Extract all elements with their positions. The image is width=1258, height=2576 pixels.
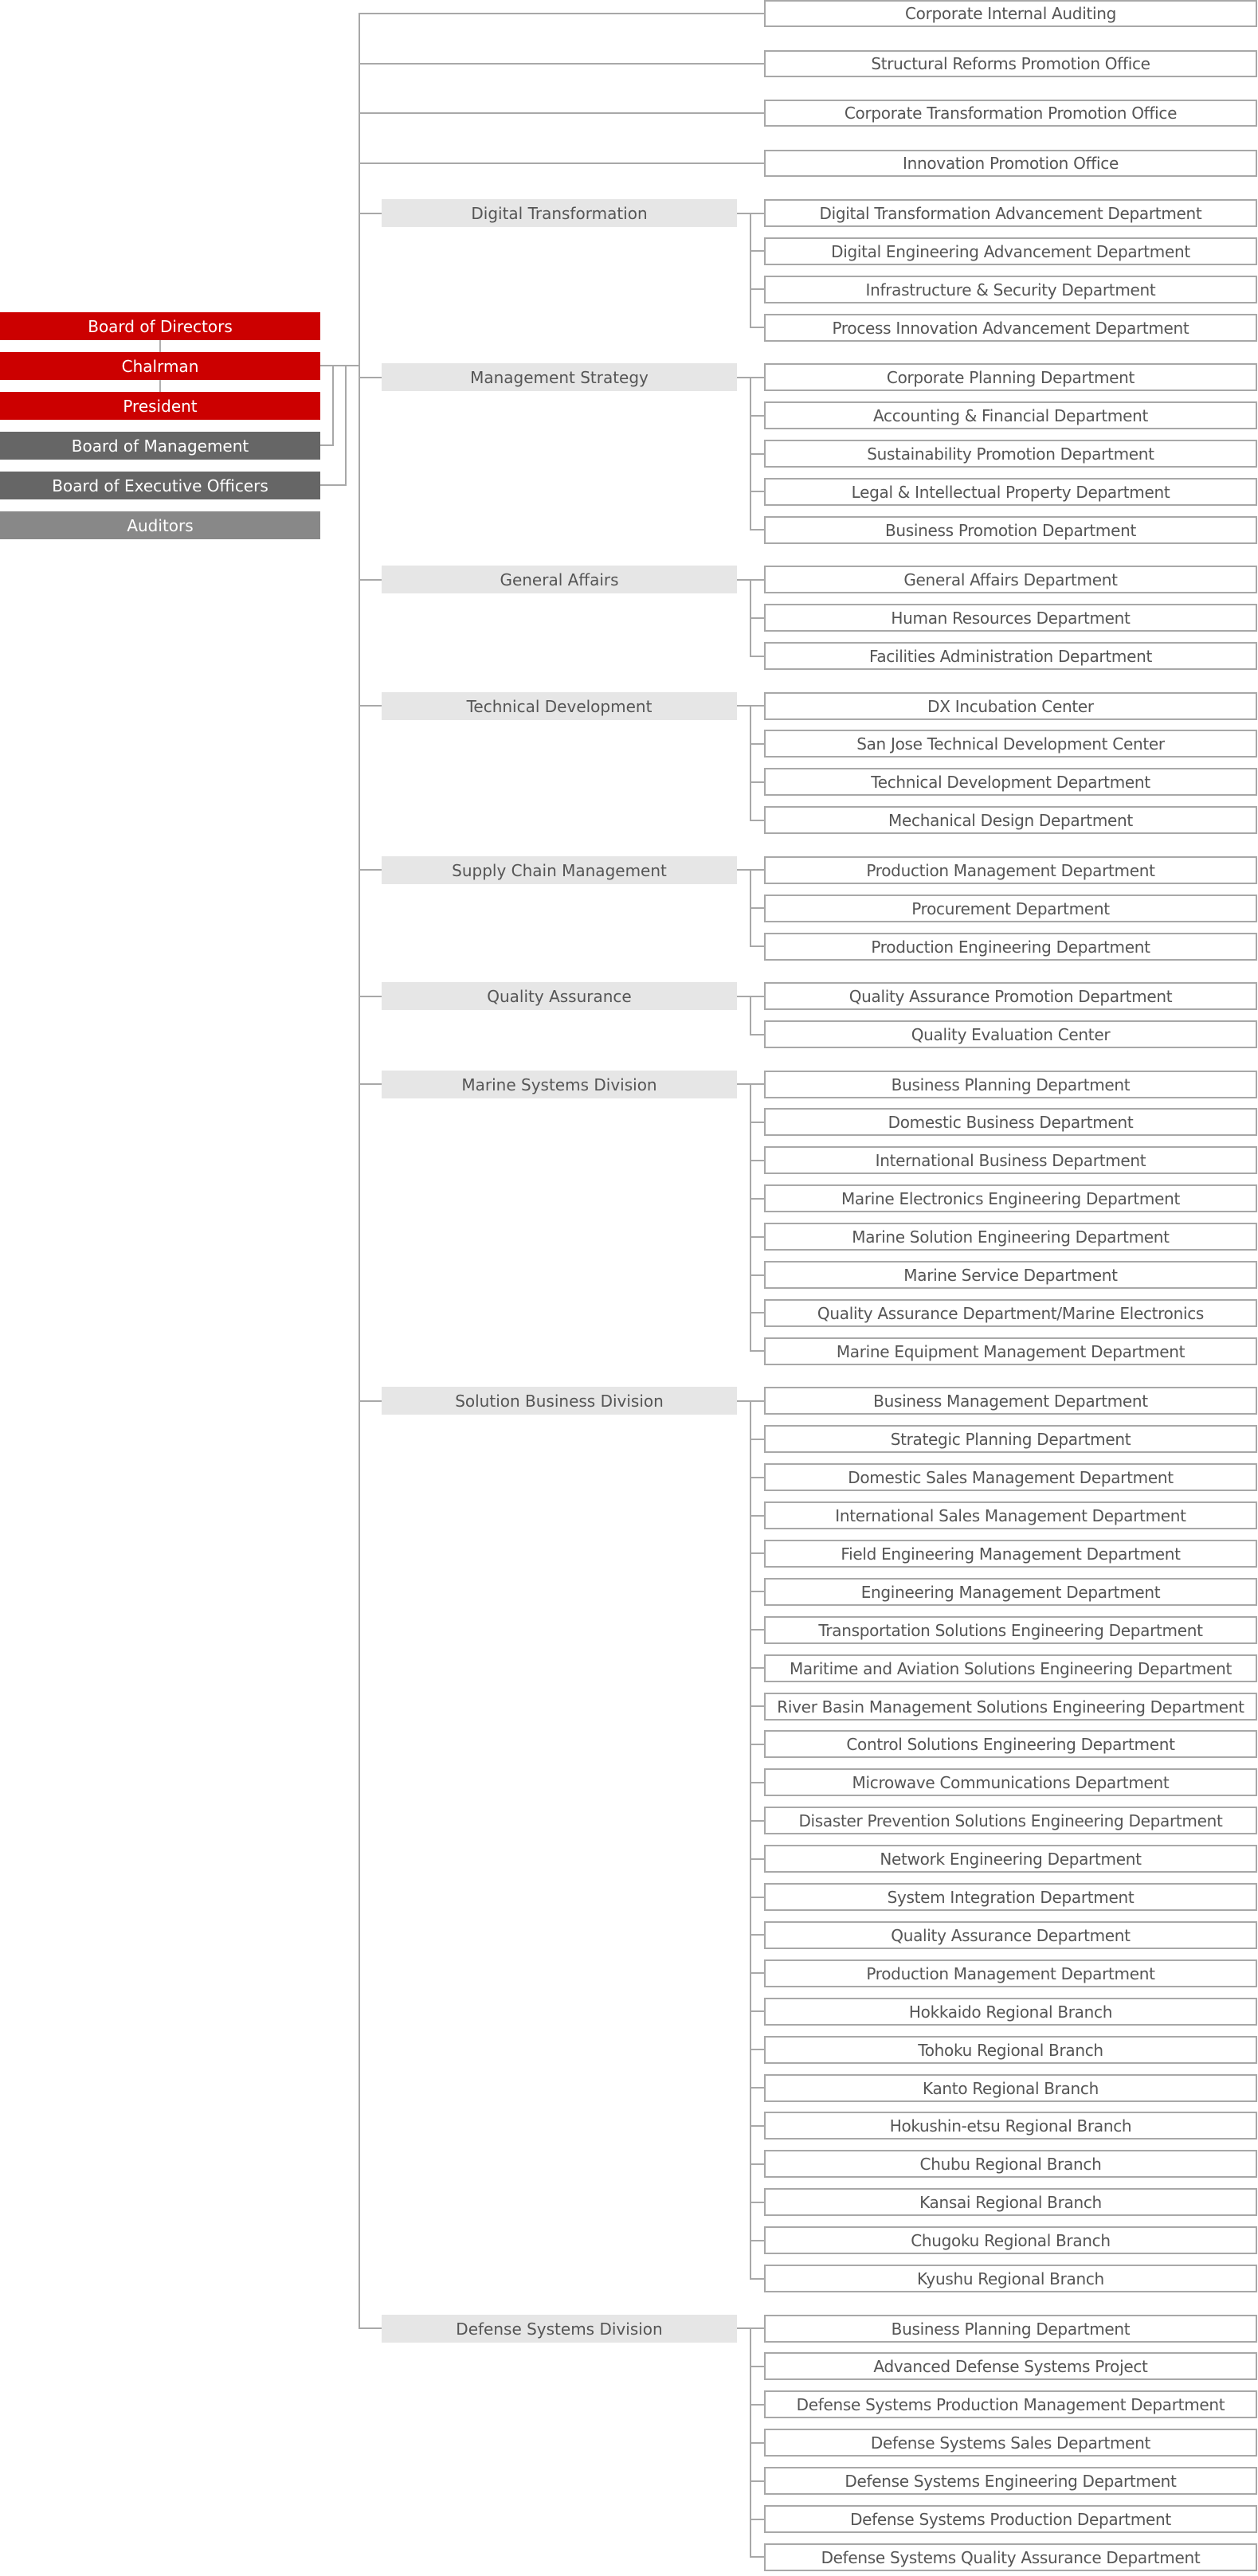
connector-department [750, 2010, 764, 2012]
department-label: Domestic Business Department [888, 1112, 1134, 1132]
leadership-label: Board of Executive Officers [52, 476, 268, 495]
connector-department [750, 2202, 764, 2203]
department-box[interactable] [764, 1463, 1257, 1491]
department-label: Defense Systems Engineering Department [845, 2471, 1177, 2491]
department-box[interactable] [764, 1299, 1257, 1327]
department-box[interactable] [764, 401, 1257, 429]
department-box[interactable] [764, 895, 1257, 922]
connector-management-vertical [332, 365, 334, 446]
department-label: Digital Engineering Advancement Department [831, 241, 1190, 261]
department-box[interactable] [764, 1261, 1257, 1289]
department-label: Tohoku Regional Branch [918, 2040, 1103, 2060]
leadership-label: Board of Directors [88, 316, 233, 336]
department-label: River Basin Management Solutions Engineering Department [777, 1697, 1244, 1717]
department-box[interactable] [764, 982, 1257, 1010]
department-box[interactable] [764, 1921, 1257, 1949]
department-label: Kyushu Regional Branch [917, 2269, 1104, 2288]
connector-executive [320, 484, 347, 486]
department-label: Marine Solution Engineering Department [852, 1227, 1170, 1247]
department-label: Production Management Department [866, 860, 1155, 880]
leadership-label: President [123, 396, 198, 416]
connector-department [750, 1934, 764, 1936]
department-label: System Integration Department [887, 1887, 1135, 1907]
department-box[interactable] [764, 604, 1257, 632]
department-label: Control Solutions Engineering Department [846, 1734, 1175, 1754]
department-label: Disaster Prevention Solutions Engineering Department [798, 1811, 1223, 1830]
connector-executive-vertical [345, 365, 347, 486]
department-box[interactable] [764, 1223, 1257, 1251]
connector-department [750, 1667, 764, 1669]
department-label: Sustainability Promotion Department [867, 444, 1154, 464]
leadership-label: Chalrman [121, 356, 199, 376]
department-label: Marine Electronics Engineering Department [841, 1188, 1181, 1208]
department-label: Hokkaido Regional Branch [908, 2002, 1113, 2022]
leadership-label: Auditors [127, 515, 194, 535]
department-box[interactable] [764, 566, 1257, 593]
department-box[interactable] [764, 2074, 1257, 2102]
department-label: Procurement Department [911, 898, 1110, 918]
department-label: Defense Systems Sales Department [870, 2433, 1151, 2453]
department-label: International Sales Management Department [835, 1505, 1186, 1525]
department-label: Defense Systems Production Department [850, 2509, 1171, 2529]
department-box[interactable] [764, 1184, 1257, 1212]
department-box[interactable] [764, 1654, 1257, 1682]
department-box[interactable] [764, 276, 1257, 303]
department-box[interactable] [764, 2543, 1257, 2571]
leadership-board-of-management[interactable] [0, 432, 320, 460]
connector-sub-trunk [750, 996, 751, 1035]
department-label: Corporate Planning Department [886, 367, 1135, 387]
connector-office [359, 112, 764, 114]
connector-department [750, 1274, 764, 1276]
connector-department [750, 1744, 764, 1745]
connector-department [750, 327, 764, 328]
department-label: Defense Systems Production Management Department [796, 2394, 1225, 2414]
department-label: Quality Assurance Department/Marine Electronics [817, 1303, 1205, 1323]
department-box[interactable] [764, 1337, 1257, 1365]
leadership-president[interactable] [0, 392, 320, 420]
connector-group [359, 705, 382, 707]
group-label: Management Strategy [470, 367, 649, 387]
department-box[interactable] [764, 692, 1257, 720]
connector-department [750, 1350, 764, 1352]
office-label: Corporate Internal Auditing [904, 4, 1117, 23]
department-label: Kanto Regional Branch [922, 2078, 1099, 2098]
connector-chairman-trunk [320, 365, 360, 366]
connector-department [750, 1439, 764, 1440]
department-box[interactable] [764, 2226, 1257, 2254]
connector-department [750, 1122, 764, 1123]
department-label: Digital Transformation Advancement Department [819, 203, 1202, 223]
connector-group [359, 1400, 382, 1402]
connector-department [750, 2556, 764, 2558]
group-label: Defense Systems Division [456, 2319, 663, 2339]
connector-group [359, 377, 382, 378]
connector-management [320, 444, 334, 446]
department-label: Microwave Communications Department [852, 1772, 1170, 1792]
department-box[interactable] [764, 1108, 1257, 1136]
department-label: Business Planning Department [891, 2319, 1131, 2339]
connector-department [750, 617, 764, 619]
department-box[interactable] [764, 1425, 1257, 1453]
group-label: Supply Chain Management [452, 860, 667, 880]
connector-department [750, 1629, 764, 1631]
connector-office [359, 162, 764, 164]
connector-department [750, 1552, 764, 1554]
department-box[interactable] [764, 2315, 1257, 2343]
leadership-board-of-executive-officers[interactable] [0, 472, 320, 499]
connector-department [750, 1312, 764, 1313]
department-label: Accounting & Financial Department [872, 405, 1149, 425]
group-box[interactable] [382, 2315, 737, 2343]
department-box[interactable] [764, 1387, 1257, 1415]
connector-sub-trunk [750, 213, 751, 328]
connector-office [359, 13, 764, 14]
group-label: Marine Systems Division [461, 1075, 657, 1094]
office-label: Structural Reforms Promotion Office [871, 54, 1150, 73]
office-box[interactable] [764, 0, 1257, 27]
office-box[interactable] [764, 150, 1257, 177]
connector-department [750, 2049, 764, 2050]
leadership-board-of-directors[interactable] [0, 312, 320, 340]
group-box[interactable] [382, 1071, 737, 1098]
connector-department [750, 2442, 764, 2444]
group-box[interactable] [382, 692, 737, 720]
connector-department [750, 2480, 764, 2482]
leadership-auditors[interactable] [0, 511, 320, 539]
department-label: Process Innovation Advancement Department [832, 318, 1189, 338]
department-box[interactable] [764, 856, 1257, 884]
department-label: Facilities Administration Department [868, 646, 1152, 666]
connector-department [750, 415, 764, 417]
department-label: Quality Assurance Department [891, 1925, 1131, 1945]
department-label: Network Engineering Department [880, 1849, 1142, 1869]
group-label: Technical Development [466, 696, 653, 716]
connector-department [750, 743, 764, 745]
department-box[interactable] [764, 2467, 1257, 2495]
connector-department [750, 491, 764, 492]
connector-department [750, 2278, 764, 2280]
department-box[interactable] [764, 2188, 1257, 2216]
group-box[interactable] [382, 982, 737, 1010]
department-box[interactable] [764, 199, 1257, 227]
connector-department [750, 1236, 764, 1238]
connector-department [750, 1858, 764, 1860]
connector-department [750, 1515, 764, 1517]
department-label: Human Resources Department [891, 608, 1131, 628]
department-box[interactable] [764, 2429, 1257, 2457]
leadership-chairman[interactable] [0, 352, 320, 380]
office-box[interactable] [764, 50, 1257, 77]
department-box[interactable] [764, 2505, 1257, 2533]
department-box[interactable] [764, 2112, 1257, 2139]
department-label: Engineering Management Department [860, 1582, 1161, 1602]
office-label: Innovation Promotion Office [903, 154, 1119, 173]
connector-department [750, 820, 764, 821]
connector-directors-chairman [159, 340, 161, 352]
connector-department [750, 453, 764, 455]
connector-department [750, 1477, 764, 1478]
department-label: Defense Systems Quality Assurance Department [821, 2547, 1201, 2567]
department-box[interactable] [764, 1730, 1257, 1758]
connector-department [750, 288, 764, 290]
department-box[interactable] [764, 237, 1257, 265]
group-box[interactable] [382, 856, 737, 884]
connector-department [750, 1972, 764, 1974]
connector-department [750, 2163, 764, 2165]
department-label: Maritime and Aviation Solutions Engineering Department [789, 1658, 1233, 1678]
connector-department [750, 945, 764, 947]
department-label: Marine Service Department [903, 1265, 1118, 1285]
department-label: Hokushin-etsu Regional Branch [889, 2116, 1132, 2136]
department-label: Business Management Department [873, 1391, 1148, 1411]
department-label: International Business Department [875, 1150, 1146, 1170]
group-label: Digital Transformation [471, 203, 648, 223]
department-box[interactable] [764, 1768, 1257, 1796]
department-label: Marine Equipment Management Department [836, 1341, 1185, 1361]
connector-department [750, 656, 764, 657]
department-label: Production Management Department [866, 1963, 1155, 1983]
department-box[interactable] [764, 440, 1257, 468]
group-box[interactable] [382, 363, 737, 391]
department-box[interactable] [764, 2265, 1257, 2292]
department-box[interactable] [764, 2036, 1257, 2064]
connector-department [750, 781, 764, 783]
connector-sub-trunk [750, 705, 751, 821]
connector-department [750, 2087, 764, 2089]
department-label: Field Engineering Management Department [841, 1544, 1181, 1564]
department-label: Transportation Solutions Engineering Department [818, 1620, 1203, 1640]
group-label: Quality Assurance [487, 986, 632, 1006]
department-box[interactable] [764, 1578, 1257, 1606]
department-label: Mechanical Design Department [888, 810, 1133, 830]
department-box[interactable] [764, 1998, 1257, 2026]
department-label: Domestic Sales Management Department [848, 1467, 1174, 1487]
department-box[interactable] [764, 2150, 1257, 2178]
connector-department [750, 250, 764, 252]
department-box[interactable] [764, 1616, 1257, 1644]
department-label: Quality Assurance Promotion Department [848, 986, 1173, 1006]
group-label: Solution Business Division [455, 1391, 664, 1411]
office-label: Corporate Transformation Promotion Office [844, 104, 1178, 123]
connector-department [750, 2125, 764, 2127]
department-box[interactable] [764, 1883, 1257, 1911]
department-label: Chubu Regional Branch [919, 2154, 1102, 2174]
connector-department [750, 529, 764, 530]
office-box[interactable] [764, 100, 1257, 127]
connector-main-trunk [359, 13, 360, 2329]
connector-group [359, 213, 382, 214]
connector-office [359, 63, 764, 65]
connector-group [359, 1083, 382, 1085]
connector-group [359, 2327, 382, 2329]
department-label: Technical Development Department [871, 772, 1150, 792]
group-box[interactable] [382, 1387, 737, 1415]
connector-department [750, 2404, 764, 2406]
department-box[interactable] [764, 1020, 1257, 1048]
department-box[interactable] [764, 478, 1257, 506]
department-box[interactable] [764, 516, 1257, 544]
connector-department [750, 2240, 764, 2241]
department-box[interactable] [764, 1540, 1257, 1568]
department-label: General Affairs Department [903, 570, 1118, 589]
department-box[interactable] [764, 933, 1257, 961]
connector-department [750, 1591, 764, 1592]
group-box[interactable] [382, 199, 737, 227]
department-box[interactable] [764, 363, 1257, 391]
department-label: Legal & Intellectual Property Department [851, 482, 1170, 502]
department-box[interactable] [764, 314, 1257, 342]
department-box[interactable] [764, 2390, 1257, 2418]
department-label: Production Engineering Department [871, 937, 1150, 957]
department-box[interactable] [764, 1845, 1257, 1873]
department-label: Infrastructure & Security Department [865, 280, 1156, 299]
department-box[interactable] [764, 1807, 1257, 1834]
connector-group [359, 996, 382, 997]
department-box[interactable] [764, 768, 1257, 796]
department-box[interactable] [764, 1146, 1257, 1174]
department-box[interactable] [764, 642, 1257, 670]
department-box[interactable] [764, 1071, 1257, 1098]
department-label: Business Promotion Department [885, 520, 1136, 540]
group-box[interactable] [382, 566, 737, 593]
department-label: Kansai Regional Branch [919, 2192, 1102, 2212]
connector-department [750, 1897, 764, 1898]
connector-chairman-president [159, 380, 161, 392]
connector-department [750, 907, 764, 909]
department-label: Advanced Defense Systems Project [873, 2356, 1148, 2376]
department-label: Business Planning Department [891, 1075, 1131, 1094]
connector-group [359, 579, 382, 581]
department-label: Quality Evaluation Center [911, 1024, 1111, 1044]
connector-department [750, 1160, 764, 1161]
connector-department [750, 1782, 764, 1783]
connector-department [750, 2519, 764, 2520]
connector-department [750, 1705, 764, 1707]
department-box[interactable] [764, 806, 1257, 834]
department-box[interactable] [764, 730, 1257, 758]
group-label: General Affairs [500, 570, 619, 589]
department-box[interactable] [764, 1959, 1257, 1987]
department-box[interactable] [764, 2352, 1257, 2380]
department-label: Strategic Planning Department [890, 1429, 1131, 1449]
department-label: San Jose Technical Development Center [856, 734, 1165, 754]
connector-group [359, 869, 382, 871]
department-box[interactable] [764, 1693, 1257, 1721]
leadership-label: Board of Management [71, 436, 249, 456]
connector-sub-trunk [750, 1400, 751, 2280]
connector-department [750, 1820, 764, 1822]
department-box[interactable] [764, 1501, 1257, 1529]
department-label: DX Incubation Center [927, 696, 1094, 716]
connector-department [750, 1034, 764, 1035]
connector-department [750, 2366, 764, 2367]
connector-department [750, 1198, 764, 1200]
department-label: Chugoku Regional Branch [911, 2230, 1111, 2250]
